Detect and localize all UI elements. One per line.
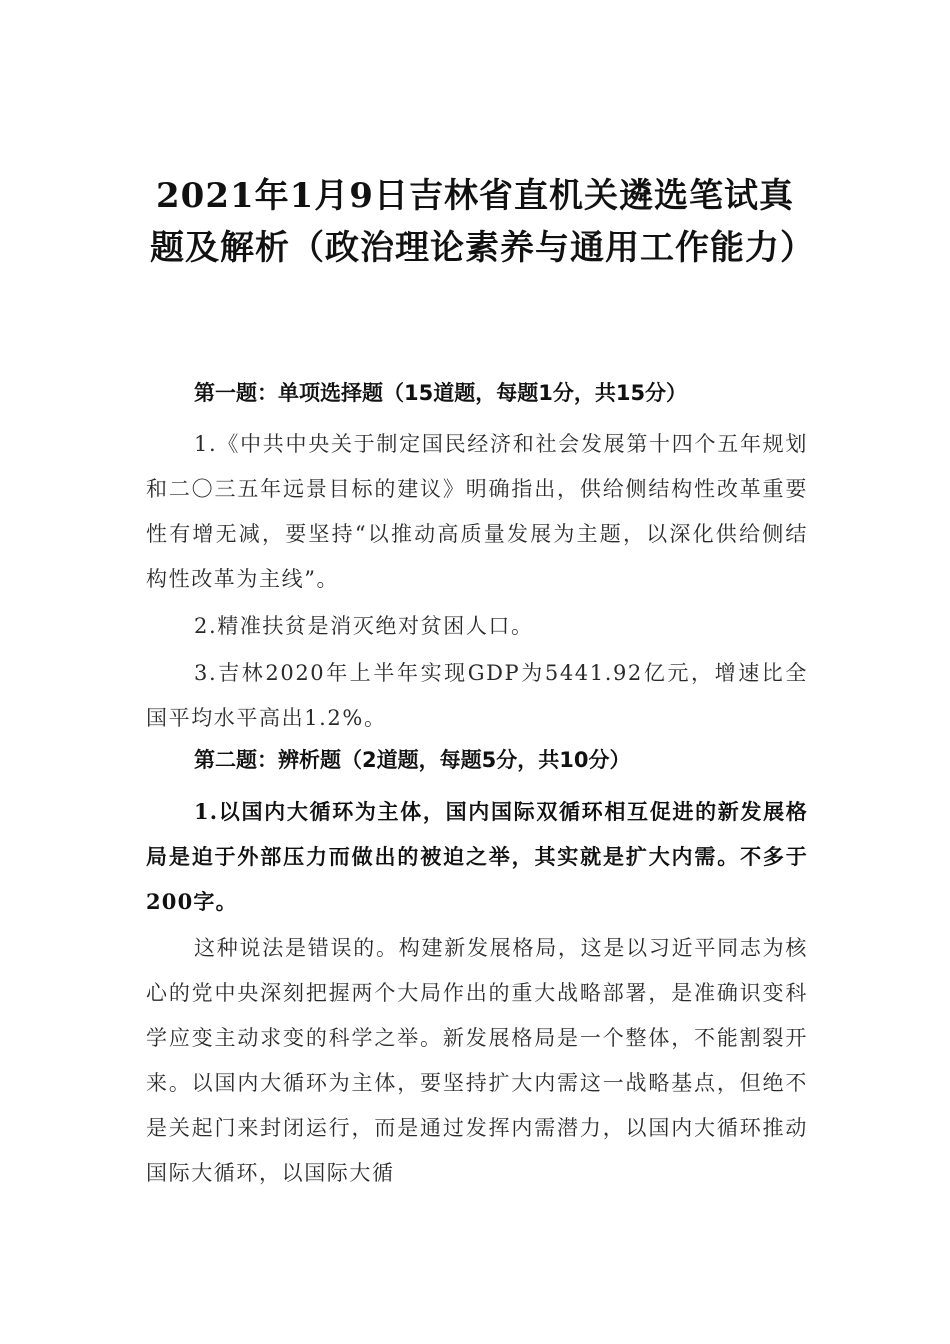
section-heading-analysis: 第二题：辨析题（2道题，每题5分，共10分） [194, 748, 631, 772]
question-paragraph: 2.精准扶贫是消灭绝对贫困人口。 [194, 614, 534, 638]
document-body [146, 376, 808, 1198]
analysis-answer: 这种说法是错误的。构建新发展格局，这是以习近平同志为核心的党中央深刻把握两个大局作出的重大战略部署，是准确识变科学应变主动求变的科学之举。新发展格局是一个整体，不能割裂开来。以国内大循环为主体，要坚持扩大内需这一战略基点，但绝不是关起门来封闭运行，而是通过发挥内需潜力，以国内大循环推动国际大循环，以国际大循 [146, 936, 808, 1185]
section-heading-single-choice: 第一题：单项选择题（15道题，每题1分，共15分） [194, 381, 688, 405]
analysis-question: 1.以国内大循环为主体，国内国际双循环相互促进的新发展格局是迫于外部压力而做出的被迫之举，其实就是扩大内需。不多于200字。 [146, 799, 808, 914]
document-title: 2021年1月9日吉林省直机关遴选笔试真题及解析（政治理论素养与通用工作能力） [150, 176, 815, 268]
question-paragraph: 1.《中共中央关于制定国民经济和社会发展第十四个五年规划和二〇三五年远景目标的建议》明确指出，供给侧结构性改革重要性有增无减，要坚持“以推动高质量发展为主题，以深化供给侧结构性改革为主线”。 [146, 432, 808, 591]
question-paragraph: 3.吉林2020年上半年实现GDP为5441.92亿元，增速比全国平均水平高出1.2%。 [146, 661, 808, 730]
